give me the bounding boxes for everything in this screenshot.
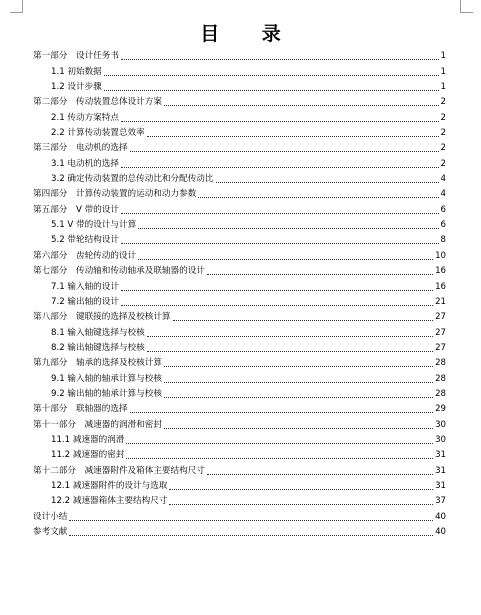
toc-entry[interactable] xyxy=(33,523,446,538)
toc-entry-title: 2.2 计算传动装置总效率 xyxy=(51,128,145,139)
toc-entry[interactable] xyxy=(33,339,446,354)
toc-entry[interactable] xyxy=(33,200,446,215)
toc-entry-title: 2.1 传动方案特点 xyxy=(51,112,119,123)
toc-entry-page: 2 xyxy=(440,158,446,169)
table-of-contents xyxy=(33,47,446,538)
toc-leader-dots xyxy=(130,411,434,413)
toc-entry[interactable] xyxy=(33,246,446,261)
toc-leader-dots xyxy=(164,381,433,383)
toc-entry-page: 28 xyxy=(435,358,446,369)
toc-leader-dots xyxy=(121,242,439,244)
toc-entry-page: 6 xyxy=(440,220,446,231)
toc-entry[interactable] xyxy=(33,231,446,246)
toc-entry-title: 第十部分 联轴器的选择 xyxy=(33,404,128,415)
toc-entry-title: 第四部分 计算传动装置的运动和动力参数 xyxy=(33,189,197,200)
toc-entry[interactable] xyxy=(33,185,446,200)
toc-leader-dots xyxy=(121,166,439,168)
toc-entry[interactable] xyxy=(33,124,446,139)
toc-entry-page: 4 xyxy=(440,174,446,185)
page-corner-mark-left xyxy=(10,0,23,13)
toc-entry-title: 12.2 减速器箱体主要结构尺寸 xyxy=(51,496,168,507)
toc-leader-dots xyxy=(164,427,433,429)
toc-leader-dots xyxy=(126,442,433,444)
toc-entry-title: 第九部分 轴承的选择及校核计算 xyxy=(33,358,162,369)
toc-leader-dots xyxy=(147,335,433,337)
toc-leader-dots xyxy=(126,457,433,459)
toc-leader-dots xyxy=(138,227,438,229)
toc-leader-dots xyxy=(198,196,438,198)
toc-entry[interactable] xyxy=(33,154,446,169)
toc-entry[interactable] xyxy=(33,62,446,77)
toc-leader-dots xyxy=(138,258,433,260)
toc-entry[interactable] xyxy=(33,400,446,415)
toc-entry[interactable] xyxy=(33,461,446,476)
page-corner-mark-right xyxy=(460,0,473,13)
toc-entry-title: 第五部分 V 带的设计 xyxy=(33,204,119,215)
toc-entry-title: 9.1 输入轴的轴承计算与校核 xyxy=(51,373,162,384)
toc-entry-page: 10 xyxy=(435,250,446,261)
toc-entry[interactable] xyxy=(33,293,446,308)
toc-leader-dots xyxy=(121,289,433,291)
toc-entry-page: 31 xyxy=(435,480,446,491)
toc-entry[interactable] xyxy=(33,262,446,277)
toc-leader-dots xyxy=(121,212,439,214)
toc-entry[interactable] xyxy=(33,216,446,231)
toc-entry[interactable] xyxy=(33,415,446,430)
toc-entry[interactable] xyxy=(33,323,446,338)
toc-entry-page: 27 xyxy=(435,327,446,338)
toc-entry[interactable] xyxy=(33,446,446,461)
toc-entry[interactable] xyxy=(33,78,446,93)
toc-entry-page: 31 xyxy=(435,465,446,476)
toc-leader-dots xyxy=(121,304,433,306)
toc-leader-dots xyxy=(173,319,434,321)
toc-entry[interactable] xyxy=(33,431,446,446)
toc-entry-title: 第十一部分 减速器的润滑和密封 xyxy=(33,419,162,430)
toc-entry[interactable] xyxy=(33,354,446,369)
toc-entry-page: 40 xyxy=(435,511,446,522)
toc-entry-title: 7.2 输出轴的设计 xyxy=(51,296,119,307)
toc-entry-title: 1.1 初始数据 xyxy=(51,66,102,77)
toc-leader-dots xyxy=(130,150,439,152)
toc-entry-title: 3.2 确定传动装置的总传动比和分配传动比 xyxy=(51,174,214,185)
toc-entry-page: 31 xyxy=(435,450,446,461)
toc-leader-dots xyxy=(104,74,439,76)
toc-entry-title: 设计小结 xyxy=(33,511,68,522)
toc-entry-title: 5.1 V 带的设计与计算 xyxy=(51,220,137,231)
toc-entry-title: 第三部分 电动机的选择 xyxy=(33,143,128,154)
toc-leader-dots xyxy=(164,104,439,106)
toc-entry-title: 8.1 输入轴键选择与校核 xyxy=(51,327,145,338)
toc-entry-title: 第八部分 键联接的选择及校核计算 xyxy=(33,312,171,323)
toc-entry-page: 1 xyxy=(440,66,446,77)
toc-leader-dots xyxy=(69,534,433,536)
toc-entry[interactable] xyxy=(33,385,446,400)
toc-entry[interactable] xyxy=(33,277,446,292)
toc-entry-page: 2 xyxy=(440,143,446,154)
toc-entry-title: 5.2 带轮结构设计 xyxy=(51,235,119,246)
toc-entry[interactable] xyxy=(33,170,446,185)
toc-entry-page: 6 xyxy=(440,204,446,215)
toc-entry-title: 11.1 减速器的润滑 xyxy=(51,434,125,445)
toc-entry-title: 7.1 输入轴的设计 xyxy=(51,281,119,292)
toc-entry-title: 第六部分 齿轮传动的设计 xyxy=(33,250,137,261)
toc-entry-title: 1.2 设计步骤 xyxy=(51,82,102,93)
toc-entry-page: 4 xyxy=(440,189,446,200)
toc-leader-dots xyxy=(147,135,439,137)
toc-entry-page: 16 xyxy=(435,281,446,292)
toc-entry-page: 28 xyxy=(435,373,446,384)
toc-entry-title: 第一部分 设计任务书 xyxy=(33,51,119,62)
toc-entry-title: 第二部分 传动装置总体设计方案 xyxy=(33,97,162,108)
toc-entry-title: 第十二部分 减速器附件及箱体主要结构尺寸 xyxy=(33,465,205,476)
toc-entry[interactable] xyxy=(33,492,446,507)
toc-entry-page: 40 xyxy=(435,527,446,537)
toc-leader-dots xyxy=(147,350,433,352)
toc-entry-page: 27 xyxy=(435,312,446,323)
toc-entry-page: 8 xyxy=(440,235,446,246)
toc-leader-dots xyxy=(169,503,433,505)
toc-entry-page: 2 xyxy=(440,112,446,123)
toc-leader-dots xyxy=(104,89,439,91)
toc-entry-title: 9.2 输出轴的轴承计算与校核 xyxy=(51,388,162,399)
toc-entry[interactable] xyxy=(33,93,446,108)
toc-entry-page: 30 xyxy=(435,434,446,445)
toc-entry-title: 8.2 输出轴键选择与校核 xyxy=(51,342,145,353)
toc-entry-page: 1 xyxy=(440,82,446,93)
toc-leader-dots xyxy=(164,365,433,367)
toc-entry-page: 29 xyxy=(435,404,446,415)
toc-entry-page: 2 xyxy=(440,128,446,139)
toc-entry[interactable] xyxy=(33,477,446,492)
toc-entry-page: 21 xyxy=(435,296,446,307)
toc-entry-page: 1 xyxy=(440,51,446,62)
toc-entry-page: 37 xyxy=(435,496,446,507)
toc-entry-title: 参考文献 xyxy=(33,527,68,537)
toc-entry-page: 27 xyxy=(435,342,446,353)
toc-leader-dots xyxy=(169,488,433,490)
toc-entry[interactable] xyxy=(33,369,446,384)
toc-entry-page: 16 xyxy=(435,266,446,277)
toc-leader-dots xyxy=(207,473,433,475)
toc-leader-dots xyxy=(207,273,433,275)
toc-leader-dots xyxy=(164,396,433,398)
toc-entry[interactable] xyxy=(33,139,446,154)
toc-entry-title: 12.1 减速器附件的设计与选取 xyxy=(51,480,168,491)
toc-entry-page: 2 xyxy=(440,97,446,108)
toc-entry[interactable] xyxy=(33,308,446,323)
toc-title: 目 录 xyxy=(200,23,299,45)
toc-entry[interactable] xyxy=(33,108,446,123)
toc-entry-title: 11.2 减速器的密封 xyxy=(51,450,125,461)
toc-leader-dots xyxy=(121,120,439,122)
toc-leader-dots xyxy=(216,181,439,183)
toc-leader-dots xyxy=(69,519,433,521)
toc-entry-title: 第七部分 传动轴和传动轴承及联轴器的设计 xyxy=(33,266,205,277)
toc-entry-title: 3.1 电动机的选择 xyxy=(51,158,119,169)
toc-entry-page: 28 xyxy=(435,388,446,399)
toc-entry[interactable] xyxy=(33,507,446,522)
toc-leader-dots xyxy=(121,58,439,60)
toc-entry-page: 30 xyxy=(435,419,446,430)
toc-entry[interactable] xyxy=(33,47,446,62)
